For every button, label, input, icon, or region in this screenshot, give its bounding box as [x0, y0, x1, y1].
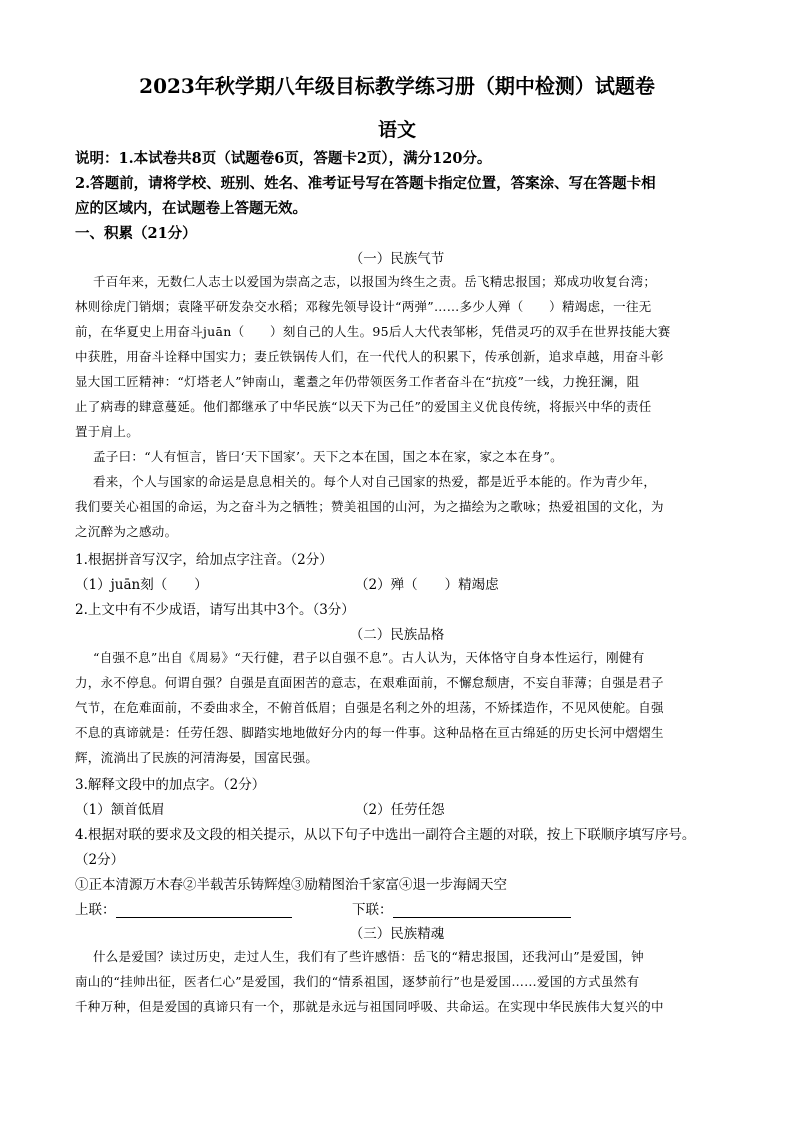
instructions-line-2b: 应的区域内，在试题卷上答题无效。 [75, 200, 307, 217]
passage-line: 什么是爱国？读过历史，走过人生，我们有了些许感悟：岳飞的“精忠报国，还我河山”是爱国，钟 [93, 949, 644, 964]
question-1-stem: 1.根据拼音写汉字，给加点字注音。（2分） [75, 552, 333, 568]
passage-line: 我们要关心祖国的命运，为之奋斗为之牺牲；赞美祖国的山河，为之描绘为之歌咏；热爱祖国的文化，为 [75, 499, 664, 514]
part-heading: 一、积累（21分） [75, 225, 197, 242]
passage-line: 力，永不停息。何谓自强？自强是直面困苦的意志，在艰难面前，不懈怠颓唐，不妄自菲薄；自强是君子 [75, 675, 664, 690]
question-2-stem: 2.上文中有不少成语，请写出其中3个。（3分） [75, 602, 355, 618]
passage-line: 之沉醉为之感动。 [75, 524, 178, 539]
upper-couplet-label: 上联： [75, 902, 116, 918]
passage-line: 辉，流淌出了民族的河清海晏，国富民强。 [75, 750, 319, 765]
passage-line: 置于肩上。 [75, 424, 140, 439]
passage-line: 南山的“挂帅出征，医者仁心”是爱国，我们的“情系祖国，逐梦前行”也是爱国……爱国的方式虽然有 [75, 974, 640, 989]
instructions-line-1: 说明：1.本试卷共8页（试题卷6页，答题卡2页），满分120分。 [75, 150, 492, 167]
passage-line: 前，在华夏史上用奋斗juān（ ）刻自己的人生。95后人大代表邹彬，凭借灵巧的双手在世界技能大赛 [75, 324, 671, 339]
passage-line: 不息的真谛就是：任劳任怨、脚踏实地地做好分内的每一件事。这种品格在亘古绵延的历史长河中熠熠生 [75, 725, 664, 740]
passage-line: 气节，在危难面前，不委曲求全，不俯首低眉；自强是名利之外的坦荡，不矫揉造作，不见风使舵。自强 [75, 700, 664, 715]
question-3-item-1: （1）颔首低眉 [75, 802, 165, 818]
upper-couplet-row [75, 898, 292, 918]
lower-couplet-blank[interactable] [393, 903, 571, 918]
mencius-quote: 孟子曰：“人有恒言，皆曰‘天下国家’。天下之本在国，国之本在家，家之本在身”。 [93, 449, 563, 464]
upper-couplet-blank[interactable] [116, 903, 292, 918]
question-1-item-1: （1）juān刻（ ） [75, 577, 208, 593]
instructions-line-2a: 2.答题前，请将学校、班别、姓名、准考证号写在答题卡指定位置，答案涂、写在答题卡相 [75, 175, 656, 192]
passage-line: 看来，个人与国家的命运是息息相关的。每个人对自己国家的热爱，都是近乎本能的。作为青少年， [93, 474, 657, 489]
section-heading-3: （三）民族精魂 [349, 926, 445, 942]
question-4-stem: 4.根据对联的要求及文段的相关提示，从以下句子中选出一副符合主题的对联，按上下联顺序填写序号。 [75, 827, 696, 843]
section-heading-1: （一）民族气节 [349, 251, 445, 267]
question-4-score: （2分） [75, 852, 125, 868]
question-3-stem: 3.解释文段中的加点字。（2分） [75, 777, 266, 793]
passage-line: “自强不息”出自《周易》“天行健，君子以自强不息”。古人认为，天体恪守自身本性运行，刚健有 [93, 650, 645, 665]
passage-line: 止了病毒的肆意蔓延。他们都继承了中华民族“以天下为己任”的爱国主义优良传统，将振兴中华的责任 [75, 399, 652, 414]
question-1-item-2: （2）殚（ ）精竭虑 [355, 577, 499, 593]
exam-title: 2023年秋学期八年级目标教学练习册（期中检测）试题卷 [139, 74, 655, 98]
passage-line: 中获胜，用奋斗诠释中国实力；妻丘铁锅传人们，在一代代人的积累下，传承创新，追求卓越，用奋斗彰 [75, 349, 664, 364]
passage-line: 显大国工匠精神：“灯塔老人”钟南山，耄耋之年仍带领医务工作者奋斗在“抗疫”一线，力挽狂澜，阻 [75, 374, 640, 389]
passage-line: 千种万种，但是爱国的真谛只有一个，那就是永远与祖国同呼吸、共命运。在实现中华民族伟大复兴的中 [75, 999, 664, 1014]
question-3-item-2: （2）任劳任怨 [355, 802, 445, 818]
lower-couplet-label: 下联： [352, 902, 393, 918]
subject-title: 语文 [377, 119, 416, 141]
section-heading-2: （二）民族品格 [349, 627, 445, 643]
lower-couplet-row [352, 898, 571, 918]
passage-line: 千百年来，无数仁人志士以爱国为崇高之志，以报国为终生之责。岳飞精忠报国；郑成功收复台湾； [93, 274, 657, 289]
passage-line: 林则徐虎门销烟；袁隆平研发杂交水稻；邓稼先领导设计“两弹”……多少人殚（ ）精竭虑，一往无 [75, 299, 652, 314]
couplet-options: ①正本清源万木春②半载苦乐铸辉煌③励精图治千家富④退一步海阔天空 [75, 877, 507, 893]
